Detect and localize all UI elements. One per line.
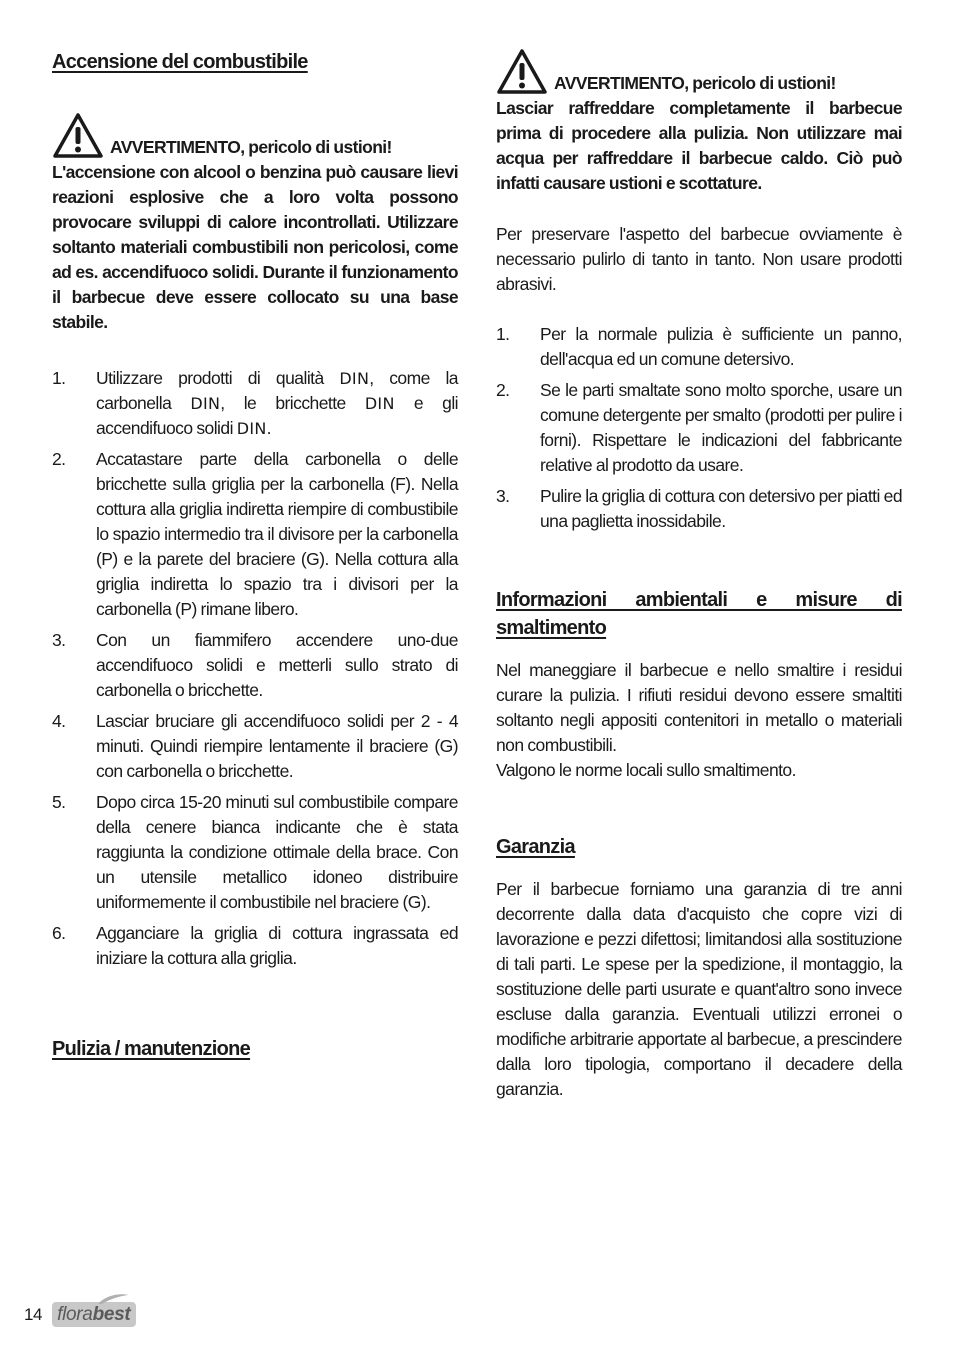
list-item: 3. Pulire la griglia di cottura con detersivo per piatti ed una paglietta inossidabile. (496, 486, 902, 531)
page-number: 14 (24, 1304, 43, 1324)
page-footer (24, 1302, 136, 1327)
environment-text: Nel maneggiare il barbecue e nello smaltire i residui curare la pulizia. I rifiuti residui devono essere smaltiti soltanto negli appositi contenitori in metallo o materiali non combustibili. (496, 660, 902, 755)
warning-block-cleaning (496, 48, 902, 196)
florabest-logo: florabest (52, 1302, 136, 1327)
section-heading-cleaning: Pulizia / manutenzione (52, 1038, 251, 1060)
warning-triangle-icon (496, 48, 548, 96)
warranty-text: Per il barbecue forniamo una garanzia di tre anni decorrente dalla data d'acquisto che copre vizi di lavorazione e pezzi difettosi; limitandosi alla sostituzione di tali parti. Le spese per la spedizione, il montaggio, la sostituzione delle parti usurate e quant'altro sono invece escluse dalla garanzia. Eventuali utilizzi erronei o modifiche arbitrarie apportate al barbecue, a prescindere dalla loro tipologia, comportano il decadere della garanzia. (496, 879, 902, 1099)
list-item: 1. Utilizzare prodotti di qualità DIN, come la carbonella DIN, le bricchette DIN e gli accendifuoco solidi DIN. (52, 368, 458, 438)
environment-text-local-rules: Valgono le norme locali sullo smaltimento. (496, 760, 796, 780)
section-heading-environment: Informazioni ambientali e misure di smaltimento (496, 589, 902, 639)
din-mark: DIN (364, 394, 395, 413)
din-mark: DIN (339, 369, 370, 388)
ignition-steps-list (52, 366, 458, 971)
warning-title: AVVERTIMENTO, pericolo di ustioni! (554, 73, 836, 93)
section-heading-fuel-ignition: Accensione del combustibile (52, 51, 308, 73)
warning-text: Lasciar raffreddare completamente il barbecue prima di procedere alla pulizia. Non utilizzare mai acqua per raffreddare il barbecue caldo. Ciò può infatti causare ustioni e scottature. (496, 98, 902, 193)
warning-title: AVVERTIMENTO, pericolo di ustioni! (110, 137, 392, 157)
list-item: 6. Agganciare la griglia di cottura ingrassata ed iniziare la cottura alla griglia. (52, 923, 458, 968)
leaf-swoosh-icon (96, 1293, 130, 1305)
list-item: 2. Accatastare parte della carbonella o delle bricchette sulla griglia per la carbonella (F). Nella cottura alla griglia indiretta riempire di combustibile lo spazio intermedio tra il divisore per la carbonella (P) e la parete del braciere (G). Nella cottura alla griglia indiretta lo spazio tra i divisori per la carbonella (P) rimane libero. (52, 449, 458, 619)
din-mark: DIN (190, 394, 221, 413)
list-item: 4. Lasciar bruciare gli accendifuoco solidi per 2 - 4 minuti. Quindi riempire lentamente il braciere (G) con carbonella o bricchette. (52, 711, 458, 781)
warning-text: L'accensione con alcool o benzina può causare lievi reazioni esplosive che a loro volta possono provocare sviluppi di calore incontrollati. Utilizzare soltanto materiali combustibili non pericolosi, come ad es. accendifuoco solidi. Durante il funzionamento il barbecue deve essere collocato su una base stabile. (52, 162, 458, 332)
list-item: 2. Se le parti smaltate sono molto sporche, usare un comune detergente per smalto (prodotti per pulire i forni). Rispettare le indicazioni del fabbricante relative al prodotto da usare. (496, 380, 902, 475)
section-heading-warranty: Garanzia (496, 836, 575, 858)
right-column (496, 48, 902, 1102)
warning-triangle-icon (52, 112, 104, 160)
left-column (52, 48, 458, 1063)
list-item: 5. Dopo circa 15-20 minuti sul combustibile compare della cenere bianca indicante che è stata raggiunta la condizione ottimale della brace. Con un utensile metallico idoneo distribuire uniformemente il combustibile nel braciere (G). (52, 792, 458, 912)
din-mark: DIN (236, 419, 267, 438)
list-item: 1. Per la normale pulizia è sufficiente un panno, dell'acqua ed un comune detersivo. (496, 324, 902, 369)
list-item: 3. Con un fiammifero accendere uno-due accendifuoco solidi e metterli sullo strato di carbonella o bricchette. (52, 630, 458, 700)
warning-block-ignition (52, 112, 458, 335)
cleaning-intro: Per preservare l'aspetto del barbecue ovviamente è necessario pulirlo di tanto in tanto. Non usare prodotti abrasivi. (496, 224, 902, 294)
cleaning-steps-list (496, 322, 902, 534)
